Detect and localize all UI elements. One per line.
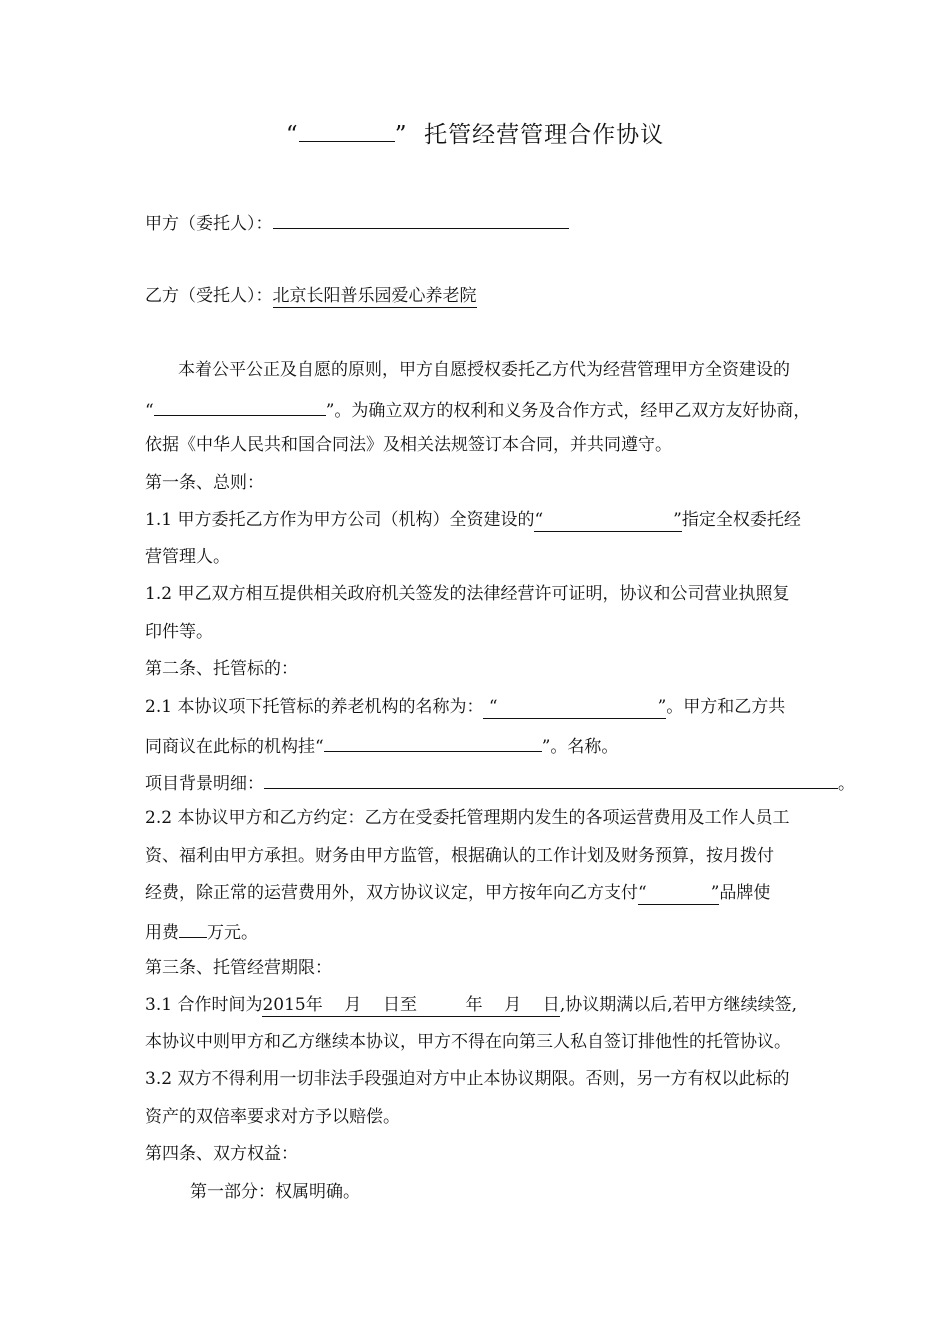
article-2-2-line-2: 资、福利由甲方承担。财务由甲方监管，根据确认的工作计划及财务预算，按月拨付 <box>145 846 774 866</box>
party-a-blank <box>273 210 569 229</box>
article-4-heading: 第四条、双方权益： <box>145 1144 298 1164</box>
article-2-1-line-2-post: ”。名称。 <box>541 737 619 757</box>
article-2-2-line-4 <box>145 919 258 944</box>
article-4-part-1: 第一部分：权属明确。 <box>190 1182 360 1202</box>
brand-quoted-blank <box>638 883 719 905</box>
institution-name-blank <box>324 733 542 752</box>
title-open-quote: “ <box>285 122 299 148</box>
quote-close: ” <box>710 883 720 903</box>
intro-open-quote: “ <box>145 401 154 421</box>
intro-line-1: 本着公平公正及自愿的原则，甲方自愿授权委托乙方代为经营管理甲方全资建设的 <box>178 360 790 380</box>
title-close-quote: ” <box>394 122 408 148</box>
background-blank <box>264 770 838 789</box>
article-2-1-line-1 <box>145 696 785 718</box>
fee-blank <box>179 919 207 938</box>
intro-line-2 <box>145 397 810 422</box>
quote-open: “ <box>534 510 544 530</box>
article-1-2-line-2: 印件等。 <box>145 622 213 642</box>
intro-blank <box>154 397 326 416</box>
article-2-1-quoted-blank <box>483 697 666 719</box>
article-2-2-line-1: 2.2 本协议甲方和乙方约定：乙方在受委托管理期内发生的各项运营费用及工作人员工 <box>145 808 790 828</box>
intro-line-3: 依据《中华人民共和国合同法》及相关法规签订本合同，并共同遵守。 <box>145 435 672 455</box>
article-2-1-pre: 2.1 本协议项下托管标的养老机构的名称为： <box>145 697 484 717</box>
article-3-1-pre: 3.1 合作时间为 <box>145 995 263 1015</box>
intro-line-2-rest: ”。为确立双方的权利和义务及合作方式，经甲乙双方友好协商， <box>325 401 811 421</box>
article-2-2-line-3 <box>145 882 770 904</box>
article-3-2-line-1: 3.2 双方不得利用一切非法手段强迫对方中止本协议期限。否则，另一方有权以此标的 <box>145 1069 790 1089</box>
article-2-2-line-3-pre: 经费，除正常的运营费用外，双方协议议定，甲方按年向乙方支付 <box>145 883 638 903</box>
article-3-1-post: ,协议期满以后,若甲方继续续签, <box>559 995 798 1015</box>
article-1-1-line-2: 营管理人。 <box>145 547 230 567</box>
article-1-heading: 第一条、总则： <box>145 473 264 493</box>
article-1-1-line-1 <box>145 509 801 531</box>
article-2-1-line-2 <box>145 733 618 758</box>
party-b-name: 北京长阳普乐园爱心养老院 <box>272 286 477 306</box>
quote-close: ” <box>657 697 667 717</box>
quote-open: “ <box>638 883 647 903</box>
title-blank <box>299 123 395 142</box>
article-2-2-line-3-post: 品牌使 <box>719 883 771 903</box>
cooperation-dates: 2015年 月 日至 年 月 日 <box>262 995 560 1015</box>
article-3-heading: 第三条、托管经营期限： <box>145 958 332 978</box>
article-2-1-post: 。甲方和乙方共 <box>666 697 786 717</box>
background-line <box>145 770 855 795</box>
article-2-2-line-4-post: 万元。 <box>207 923 258 943</box>
article-3-1-line-2: 本协议中则甲方和乙方继续本协议，甲方不得在向第三人私自签订排他性的托管协议。 <box>145 1032 791 1052</box>
article-2-heading: 第二条、托管标的： <box>145 659 298 679</box>
title-text: 托管经营管理合作协议 <box>424 122 665 148</box>
party-b-line <box>145 285 477 307</box>
quote-open: “ <box>488 697 498 717</box>
party-b-label: 乙方（受托人）： <box>145 286 273 306</box>
article-1-1-post: 指定全权委托经 <box>681 510 801 530</box>
background-label: 项目背景明细： <box>145 774 264 794</box>
article-2-1-line-2-pre: 同商议在此标的机构挂“ <box>145 737 324 757</box>
quote-close: ” <box>673 510 682 530</box>
party-a-label: 甲方（委托人）： <box>145 214 273 234</box>
article-1-1-pre: 1.1 甲方委托乙方作为甲方公司（机构）全资建设的 <box>145 510 535 530</box>
article-3-2-line-2: 资产的双倍率要求对方予以赔偿。 <box>145 1107 400 1127</box>
background-end: 。 <box>838 774 855 794</box>
article-1-1-quoted-blank <box>534 510 681 532</box>
article-2-2-line-4-pre: 用费 <box>145 923 179 943</box>
document-title <box>0 116 950 149</box>
article-1-2-line-1: 1.2 甲乙双方相互提供相关政府机关签发的法律经营许可证明，协议和公司营业执照复 <box>145 584 790 604</box>
party-a-line <box>145 210 569 235</box>
article-3-1-line-1 <box>145 994 797 1016</box>
